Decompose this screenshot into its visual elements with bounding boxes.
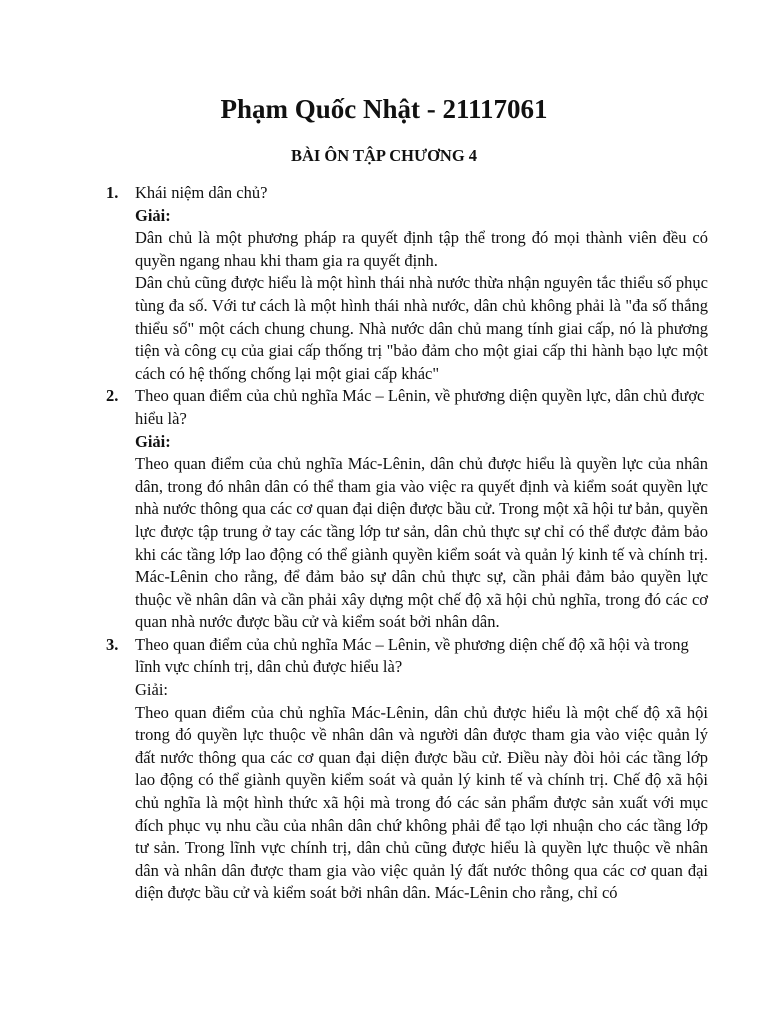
question-text: Khái niệm dân chủ? — [135, 183, 268, 202]
answer-label: Giải: — [135, 680, 168, 700]
document-subtitle: BÀI ÔN TẬP CHƯƠNG 4 — [290, 146, 478, 165]
question-item-1 — [106, 182, 708, 385]
answer-label: Giải: — [135, 431, 171, 451]
question-text: Theo quan điểm của chủ nghĩa Mác – Lênin, về phương diện chế độ xã hội và trong lĩnh vực chính trị, dân chủ được hiểu là? — [135, 634, 689, 677]
question-number: 3. — [106, 634, 119, 654]
answer-paragraph: Theo quan điểm của chủ nghĩa Mác-Lênin, dân chủ được hiểu là quyền lực của nhân dân, trong đó nhân dân có thể tham gia vào việc ra quyết định và kiểm soát quyền lực nhà nước thông qua các cơ quan đại diện được bầu cử. Trong một xã hội tư bản, quyền lực được tập trung ở tay các tầng lớp tư sản, dân chủ thực sự chỉ có thể được đảm bảo khi các tầng lớp lao động có thể giành quyền kiểm soát và quản lý kinh tế và chính trị. Mác-Lênin cho rằng, để đảm bảo sự dân chủ thực sự, cần phải đảm bảo quyền lực thuộc về nhân dân và cần phải xây dựng một chế độ xã hội chủ nghĩa, trong đó các cơ quan nhà nước được bầu cử và kiểm soát bởi nhân dân. — [135, 454, 708, 632]
answer-label: Giải: — [135, 205, 171, 225]
question-text: Theo quan điểm của chủ nghĩa Mác – Lênin, về phương diện quyền lực, dân chủ được hiểu là? — [135, 386, 705, 428]
question-number: 1. — [106, 183, 119, 202]
question-item-2 — [106, 385, 708, 634]
question-list — [106, 182, 708, 905]
answer-paragraph: Theo quan điểm của chủ nghĩa Mác-Lênin, dân chủ được hiểu là một chế độ xã hội trong đó quyền lực thuộc về nhân dân và người dân được tham gia vào việc quản lý đất nước thông qua các cơ quan đại diện được bầu cử. Điều này đòi hỏi các tầng lớp lao động có thể giành quyền kiểm soát và quản lý kinh tế và chính trị. Chế độ xã hội chủ nghĩa là một hình thức xã hội mà trong đó các sản phẩm được sản xuất với mục đích phục vụ nhu cầu của nhân dân chứ không phải để tạo lợi nhuận cho các tầng lớp tư sản. Trong lĩnh vực chính trị, dân chủ cũng được hiểu là quyền lực thuộc về nhân dân và nhân dân được tham gia vào việc quản lý đất nước thông qua các cơ quan đại diện được bầu cử và kiểm soát bởi nhân dân. Mác-Lênin cho rằng, chỉ có — [135, 702, 708, 903]
document-title: Phạm Quốc Nhật - 21117061 — [220, 94, 548, 124]
question-number: 2. — [106, 386, 119, 406]
answer-paragraph: Dân chủ là một phương pháp ra quyết định tập thể trong đó mọi thành viên đều có quyền ngang nhau khi tham gia ra quyết định. — [135, 228, 708, 270]
answer-paragraph: Dân chủ cũng được hiểu là một hình thái nhà nước thừa nhận nguyên tắc thiểu số phục tùng đa số. Với tư cách là một hình thái nhà nước, dân chủ không phải là "đa số thắng thiểu số" một cách chung chung. Nhà nước dân chủ mang tính giai cấp, nó là phương tiện và công cụ của giai cấp thống trị "bảo đảm cho một giai cấp thi hành bạo lực một cách có hệ thống chống lại một giai cấp khác" — [135, 273, 708, 383]
question-item-3 — [106, 634, 708, 905]
